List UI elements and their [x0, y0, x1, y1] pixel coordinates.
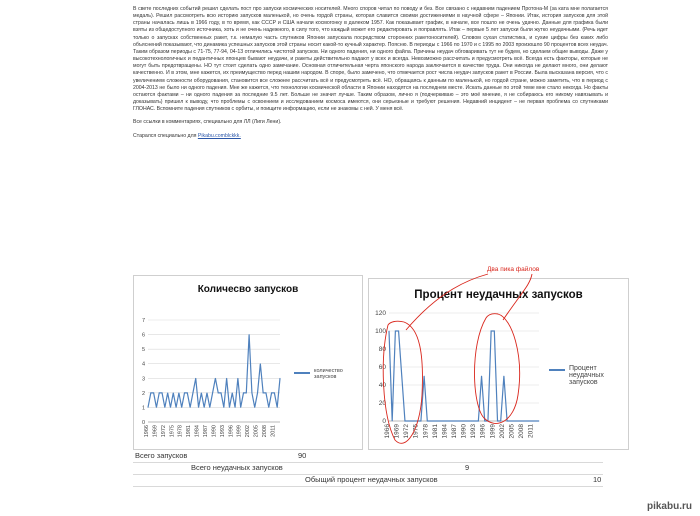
data-point — [260, 363, 261, 364]
data-point — [443, 421, 444, 422]
x-tick-label: 1975 — [169, 425, 176, 438]
data-point — [398, 331, 399, 332]
data-point — [235, 407, 236, 408]
data-point — [481, 376, 482, 377]
data-point — [218, 392, 219, 393]
x-tick-label: 2002 — [498, 424, 506, 439]
data-point — [513, 421, 514, 422]
article-paragraph-main: В свете последних событий решил сделать пост про запуски космических носителей. Много споров читал по поводу и без. Все связано с недавним падением Протона-М (за ката мне полагается медаль). Решил рассмотреть всю историю запусков маленькой, но очень гордой страны, которая славится своими достижениями в научной сфере – Японии. Итак, история запусков для этой страны началась лишь в 1966 году, в то время, как СССР и США начали космогонку в далеком 1957. Как показывает график, в начале, все пошло не очень удачно. Данные для графика были взяты из общедоступного источника, хоть и не очень надежного, в силу того, что каждый может его редактировать и поправлять. Итак – первые 5 лет запуски были жутко неудачными. (Речь идет только о запусках собственных ракет, т.к. немалую часть спутников Японии запускала посредством сторонних ракетоносителей). Словом сухая статистика, и сухие цифры без каких либо объяснений показывают, что динамика успешных запусков этой страны носит какой-то кучный характер. Поясню. В периоды с 1966 по 1970 и с 1995 по 2003 произошло 90 процентов всех неудач. Таким образом периоды с 71-75, 77-94, 04-13 отличились чистотой запусков. Ни одного падения, ни одного файла. Причины неудач обговаривать тут не будем, но сделаем общие выводы. Даже у высокотехнологичных и педантичных японцев бывают неудачи, и ракеты действительно падают у всех и всегда. Невозможно рассчитать и предусмотреть всё. Всегда есть факторы, которые не могут быть предотвращены. НО тут стоит сделать одно замечание. Основная отличительная черта японского народа заключается в качестве труда. Они никогда не делают много, они делают качественно. И в этом, мне кажется, их преимущество перед нашим народом. В споре, было замечено, что отмечается рост числа неудач запусков ракет в России. Была высказана версия, что с увеличением сложности оборудования, становится все сложнее рассчитать всё и предусмотреть всё. НО, обращаясь к данным по маленькой, но гордой стране, можно заметить, что в период с 2004-2013 не было ни одного падения. Мне же кажется, что технологии космической области в Японии находятся на последнем месте. Искать данные по этой теме мне стало некогда. Но факты остаются фактами – ни одного падения за последние 9.5 лет. Больше не значит лучше. Таким образом, лично я (подчеркиваю – это моё мнение, я не собираюсь его никому навязывать и доказывать) пришел к выводу, что проблемы с освоением и исследованием космоса имеются, они серьезные и требуют решения. Недавний инцидент – не первая проблема со спутниками ГЛОНАС. Вспомните падения спутников с орбиты, и поищите информацию, если не знакомы с ней. У меня всё. — [133, 6, 608, 113]
data-point — [417, 421, 418, 422]
article-text — [133, 6, 608, 146]
data-point — [436, 421, 437, 422]
data-point — [215, 378, 216, 379]
failure-percent-chart-panel — [368, 278, 629, 450]
data-point — [162, 392, 163, 393]
x-tick-label: 1969 — [152, 425, 159, 438]
data-point — [153, 392, 154, 393]
x-tick-label: 1993 — [470, 424, 478, 439]
data-point — [266, 392, 267, 393]
data-point — [263, 392, 264, 393]
data-point — [271, 392, 272, 393]
data-point — [193, 392, 194, 393]
data-point — [274, 392, 275, 393]
data-point — [389, 331, 390, 332]
data-point — [156, 407, 157, 408]
x-tick-label: 2011 — [270, 425, 277, 437]
data-point — [184, 392, 185, 393]
x-tick-label: 1981 — [186, 425, 193, 438]
x-tick-label: 1990 — [460, 424, 468, 439]
x-tick-label: 1987 — [202, 425, 209, 438]
failure-percent-legend — [549, 365, 625, 386]
failure-percent-chart-title: Процент неудачных запусков — [414, 289, 583, 301]
annotation-label: Два пика файлов — [487, 266, 540, 273]
data-point — [478, 421, 479, 422]
data-point — [475, 421, 476, 422]
x-tick-label: 1966 — [144, 425, 150, 438]
data-point — [529, 421, 530, 422]
x-tick-label: 1999 — [236, 425, 243, 438]
data-point — [539, 421, 540, 422]
data-point — [187, 392, 188, 393]
failure-percent-value: 10 — [593, 475, 602, 484]
data-point — [523, 421, 524, 422]
data-point — [427, 421, 428, 422]
data-point — [170, 407, 171, 408]
x-tick-label: 1969 — [393, 424, 401, 439]
data-point — [414, 421, 415, 422]
y-tick-label: 5 — [141, 347, 145, 354]
failure-percent-label: Обыщий процент неудачных запусков — [305, 475, 438, 484]
data-point — [405, 421, 406, 422]
data-point — [519, 421, 520, 422]
data-point — [232, 392, 233, 393]
data-point — [198, 407, 199, 408]
data-point — [150, 392, 151, 393]
failure-percent-chart — [369, 301, 549, 449]
data-point — [500, 421, 501, 422]
x-tick-label: 2005 — [253, 425, 260, 438]
y-tick-label: 2 — [141, 390, 145, 397]
total-failures-label: Всего неудачных запусков — [191, 463, 283, 472]
launch-count-chart — [134, 296, 304, 446]
data-point — [468, 421, 469, 422]
x-tick-label: 2008 — [518, 424, 526, 439]
x-tick-label: 1996 — [228, 425, 235, 438]
launch-count-legend — [294, 368, 360, 380]
x-tick-label: 1984 — [441, 424, 449, 439]
x-tick-label: 1978 — [177, 425, 184, 438]
data-point — [516, 421, 517, 422]
data-point — [221, 392, 222, 393]
watermark: pikabu.ru — [646, 501, 692, 512]
y-tick-label: 0 — [141, 420, 145, 426]
data-point — [243, 392, 244, 393]
y-tick-label: 1 — [141, 405, 145, 412]
data-point — [212, 392, 213, 393]
data-point — [452, 421, 453, 422]
data-point — [229, 407, 230, 408]
data-point — [510, 421, 511, 422]
x-tick-label: 2002 — [245, 425, 252, 438]
data-point — [204, 407, 205, 408]
data-point — [456, 421, 457, 422]
data-point — [440, 421, 441, 422]
x-tick-label: 1990 — [211, 425, 218, 438]
article-paragraph-links: Все ссылки в комментариях, специально для ЛЛ (Лиги Лени). — [133, 119, 282, 126]
launch-count-legend-label: количество запусков — [314, 368, 343, 380]
data-point — [148, 407, 149, 408]
data-point — [223, 407, 224, 408]
data-point — [408, 421, 409, 422]
data-point — [209, 407, 210, 408]
data-point — [254, 407, 255, 408]
data-point — [237, 378, 238, 379]
data-point — [503, 376, 504, 377]
x-tick-label: 1996 — [479, 424, 487, 439]
data-point — [257, 392, 258, 393]
data-point — [532, 421, 533, 422]
data-point — [449, 421, 450, 422]
data-point — [190, 407, 191, 408]
x-tick-label: 1972 — [403, 424, 411, 439]
data-point — [159, 392, 160, 393]
legend-swatch — [549, 369, 565, 371]
series-line — [389, 331, 539, 421]
pikabu-link[interactable]: Pikabu.comblckkk. — [197, 132, 241, 139]
data-point — [226, 378, 227, 379]
x-tick-label: 1975 — [412, 424, 420, 439]
data-point — [526, 421, 527, 422]
x-tick-label: 1966 — [384, 424, 391, 439]
credit-prefix: Старался специально для — [133, 132, 198, 139]
data-point — [178, 392, 179, 393]
series-line — [148, 335, 280, 408]
y-tick-label: 20 — [378, 400, 386, 407]
data-point — [497, 421, 498, 422]
data-point — [201, 392, 202, 393]
x-tick-label: 1984 — [194, 425, 201, 438]
data-point — [176, 407, 177, 408]
data-point — [277, 407, 278, 408]
data-point — [401, 376, 402, 377]
total-failures-value: 9 — [465, 463, 470, 472]
x-tick-label: 2008 — [261, 425, 268, 438]
data-point — [181, 407, 182, 408]
data-point — [207, 392, 208, 393]
data-point — [494, 331, 495, 332]
y-tick-label: 6 — [141, 332, 145, 339]
data-point — [246, 392, 247, 393]
x-tick-label: 1981 — [431, 424, 439, 439]
y-tick-label: 60 — [378, 364, 386, 371]
data-point — [459, 421, 460, 422]
y-tick-label: 100 — [375, 328, 386, 335]
data-point — [484, 421, 485, 422]
y-tick-label: 0 — [382, 418, 386, 425]
x-tick-label: 2011 — [527, 424, 535, 438]
x-tick-label: 1999 — [489, 424, 497, 439]
data-point — [421, 421, 422, 422]
data-point — [395, 331, 396, 332]
data-point — [173, 392, 174, 393]
total-launches-label: Всего запусков — [135, 451, 188, 460]
y-tick-label: 4 — [141, 361, 145, 368]
data-point — [411, 421, 412, 422]
y-tick-label: 120 — [375, 310, 386, 317]
y-tick-label: 80 — [378, 346, 386, 353]
y-tick-label: 40 — [378, 382, 386, 389]
data-point — [430, 421, 431, 422]
data-point — [252, 392, 253, 393]
table-row — [133, 474, 603, 487]
y-tick-label: 7 — [141, 318, 145, 324]
x-tick-label: 1972 — [160, 425, 167, 438]
data-point — [446, 421, 447, 422]
x-tick-label: 2005 — [508, 424, 516, 439]
x-tick-label: 1993 — [219, 425, 226, 438]
data-point — [535, 421, 536, 422]
data-point — [392, 421, 393, 422]
data-point — [462, 421, 463, 422]
data-point — [488, 421, 489, 422]
data-point — [164, 407, 165, 408]
total-launches-value: 90 — [298, 451, 307, 460]
failure-percent-legend-label: Процент неудачных запусков — [569, 365, 604, 386]
data-point — [424, 376, 425, 377]
y-tick-label: 3 — [141, 376, 145, 383]
data-point — [240, 407, 241, 408]
data-point — [195, 378, 196, 379]
data-point — [465, 421, 466, 422]
launch-count-chart-title: Количесво запусков — [197, 284, 299, 295]
data-point — [433, 421, 434, 422]
x-tick-label: 1987 — [451, 424, 459, 439]
data-point — [280, 378, 281, 379]
article-paragraph-credit — [133, 133, 608, 140]
data-point — [268, 407, 269, 408]
data-point — [249, 334, 250, 335]
data-point — [472, 421, 473, 422]
data-point — [491, 331, 492, 332]
x-tick-label: 1978 — [422, 424, 430, 439]
launch-count-chart-panel — [133, 275, 363, 450]
legend-swatch — [294, 372, 310, 374]
data-point — [167, 392, 168, 393]
data-point — [507, 421, 508, 422]
